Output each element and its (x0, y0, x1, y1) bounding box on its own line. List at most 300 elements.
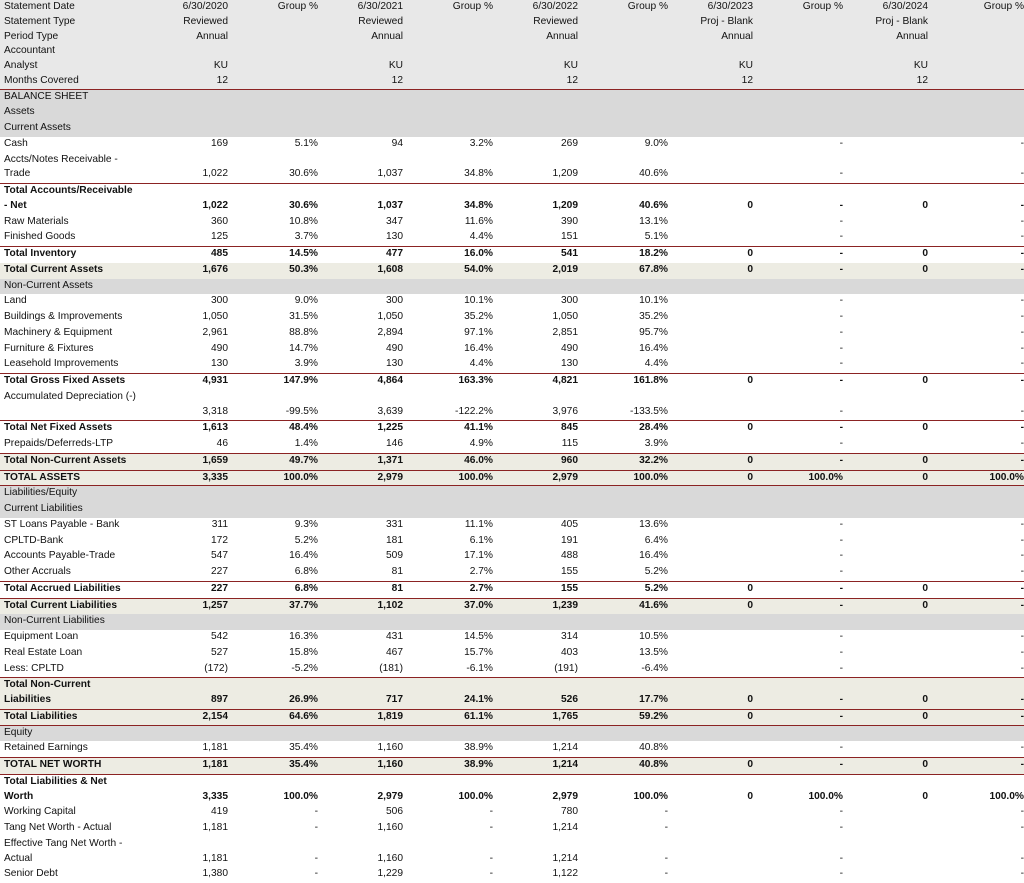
value-cell[interactable]: 2,851 (495, 326, 580, 341)
group-pct-header[interactable]: Group % (930, 0, 1024, 15)
group-pct-cell[interactable]: - (930, 184, 1024, 214)
group-pct-cell[interactable] (580, 121, 670, 136)
value-cell[interactable] (320, 121, 405, 136)
value-cell[interactable]: 845 (495, 421, 580, 436)
group-pct-header[interactable] (405, 30, 495, 45)
value-cell[interactable]: 0 (670, 374, 755, 389)
value-cell[interactable] (670, 646, 755, 661)
group-pct-cell[interactable]: - (755, 263, 845, 278)
value-cell[interactable] (845, 565, 930, 580)
value-cell[interactable] (845, 805, 930, 820)
group-pct-cell[interactable]: - (755, 805, 845, 820)
group-pct-cell[interactable]: 34.8% (405, 153, 495, 183)
group-pct-header[interactable] (230, 44, 320, 59)
group-pct-cell[interactable]: 59.2% (580, 710, 670, 725)
row-label[interactable]: TOTAL ASSETS (2, 471, 140, 486)
group-pct-cell[interactable]: 32.2% (580, 454, 670, 469)
value-cell[interactable]: 490 (495, 342, 580, 357)
value-cell[interactable] (845, 279, 930, 294)
period-header-cell[interactable]: 6/30/2020 (140, 0, 230, 15)
group-pct-cell[interactable]: 5.2% (580, 565, 670, 580)
row-label[interactable]: BALANCE SHEET (2, 90, 140, 105)
group-pct-cell[interactable]: 11.1% (405, 518, 495, 533)
group-pct-cell[interactable]: - (930, 263, 1024, 278)
group-pct-cell[interactable]: - (930, 821, 1024, 836)
value-cell[interactable]: 467 (320, 646, 405, 661)
value-cell[interactable]: 115 (495, 437, 580, 452)
value-cell[interactable]: 0 (670, 263, 755, 278)
group-pct-cell[interactable] (930, 90, 1024, 105)
value-cell[interactable]: 0 (845, 710, 930, 725)
row-label[interactable]: Current Liabilities (2, 502, 140, 517)
value-cell[interactable]: 0 (845, 184, 930, 214)
value-cell[interactable] (670, 486, 755, 501)
group-pct-cell[interactable]: 67.8% (580, 263, 670, 278)
group-pct-cell[interactable]: 9.3% (230, 518, 320, 533)
value-cell[interactable]: 3,976 (495, 390, 580, 420)
group-pct-header[interactable] (230, 59, 320, 74)
group-pct-cell[interactable]: - (930, 390, 1024, 420)
value-cell[interactable]: 172 (140, 534, 230, 549)
value-cell[interactable]: 488 (495, 549, 580, 564)
group-pct-cell[interactable] (230, 486, 320, 501)
group-pct-cell[interactable]: 1.4% (230, 437, 320, 452)
group-pct-cell[interactable]: 6.1% (405, 534, 495, 549)
group-pct-cell[interactable]: 3.2% (405, 137, 495, 152)
group-pct-cell[interactable]: - (755, 390, 845, 420)
group-pct-cell[interactable] (580, 614, 670, 629)
value-cell[interactable]: 403 (495, 646, 580, 661)
value-cell[interactable]: 130 (140, 357, 230, 372)
value-cell[interactable]: 300 (495, 294, 580, 309)
group-pct-cell[interactable] (580, 90, 670, 105)
value-cell[interactable]: 1,160 (320, 837, 405, 867)
value-cell[interactable]: 2,979 (495, 471, 580, 486)
period-header-cell[interactable]: Annual (845, 30, 930, 45)
value-cell[interactable]: 526 (495, 678, 580, 708)
value-cell[interactable] (670, 614, 755, 629)
group-pct-header[interactable] (755, 44, 845, 59)
group-pct-cell[interactable]: - (405, 821, 495, 836)
group-pct-cell[interactable] (755, 502, 845, 517)
header-label[interactable]: Analyst (2, 59, 140, 74)
group-pct-cell[interactable]: 24.1% (405, 678, 495, 708)
value-cell[interactable] (845, 837, 930, 867)
period-header-cell[interactable]: Annual (140, 30, 230, 45)
value-cell[interactable] (320, 279, 405, 294)
period-header-cell[interactable]: KU (670, 59, 755, 74)
group-pct-cell[interactable]: - (755, 582, 845, 597)
value-cell[interactable]: 331 (320, 518, 405, 533)
value-cell[interactable]: 81 (320, 565, 405, 580)
group-pct-cell[interactable]: -6.1% (405, 662, 495, 677)
value-cell[interactable] (140, 614, 230, 629)
value-cell[interactable]: 780 (495, 805, 580, 820)
value-cell[interactable] (845, 486, 930, 501)
group-pct-cell[interactable]: 26.9% (230, 678, 320, 708)
group-pct-cell[interactable]: - (405, 837, 495, 867)
value-cell[interactable] (670, 310, 755, 325)
group-pct-cell[interactable]: 161.8% (580, 374, 670, 389)
value-cell[interactable] (845, 105, 930, 120)
value-cell[interactable] (495, 105, 580, 120)
group-pct-cell[interactable]: -99.5% (230, 390, 320, 420)
group-pct-cell[interactable]: 16.4% (405, 342, 495, 357)
value-cell[interactable]: 0 (670, 421, 755, 436)
group-pct-cell[interactable]: 35.4% (230, 758, 320, 773)
value-cell[interactable]: 509 (320, 549, 405, 564)
value-cell[interactable] (670, 137, 755, 152)
group-pct-cell[interactable]: - (930, 646, 1024, 661)
value-cell[interactable]: 1,676 (140, 263, 230, 278)
value-cell[interactable] (845, 357, 930, 372)
group-pct-cell[interactable]: 2.7% (405, 565, 495, 580)
group-pct-cell[interactable]: - (755, 758, 845, 773)
group-pct-cell[interactable] (230, 105, 320, 120)
row-label[interactable]: Equity (2, 726, 140, 741)
group-pct-cell[interactable] (580, 105, 670, 120)
group-pct-cell[interactable]: 40.6% (580, 153, 670, 183)
group-pct-cell[interactable]: 15.8% (230, 646, 320, 661)
value-cell[interactable] (495, 90, 580, 105)
period-header-cell[interactable] (845, 44, 930, 59)
row-label[interactable]: Senior Debt (2, 867, 140, 882)
group-pct-cell[interactable]: 11.6% (405, 215, 495, 230)
group-pct-cell[interactable]: - (405, 805, 495, 820)
period-header-cell[interactable]: 6/30/2022 (495, 0, 580, 15)
period-header-cell[interactable]: 12 (495, 74, 580, 89)
group-pct-cell[interactable]: - (930, 230, 1024, 245)
period-header-cell[interactable]: 12 (320, 74, 405, 89)
group-pct-cell[interactable]: 37.7% (230, 599, 320, 614)
row-label[interactable]: Total Non-Current Assets (2, 454, 140, 469)
value-cell[interactable]: 300 (140, 294, 230, 309)
value-cell[interactable]: 0 (845, 421, 930, 436)
group-pct-cell[interactable]: 9.0% (230, 294, 320, 309)
group-pct-cell[interactable]: 100.0% (580, 471, 670, 486)
group-pct-header[interactable] (230, 30, 320, 45)
row-label[interactable]: Working Capital (2, 805, 140, 820)
group-pct-cell[interactable] (930, 121, 1024, 136)
group-pct-header[interactable] (930, 44, 1024, 59)
row-label[interactable]: Other Accruals (2, 565, 140, 580)
group-pct-cell[interactable]: 13.5% (580, 646, 670, 661)
value-cell[interactable]: 1,181 (140, 821, 230, 836)
group-pct-cell[interactable]: 100.0% (755, 471, 845, 486)
value-cell[interactable]: 2,979 (320, 471, 405, 486)
group-pct-cell[interactable]: - (755, 549, 845, 564)
value-cell[interactable]: 506 (320, 805, 405, 820)
group-pct-cell[interactable]: 35.2% (580, 310, 670, 325)
group-pct-cell[interactable]: - (755, 662, 845, 677)
value-cell[interactable]: 477 (320, 247, 405, 262)
group-pct-cell[interactable] (930, 502, 1024, 517)
group-pct-cell[interactable]: - (755, 534, 845, 549)
group-pct-cell[interactable]: - (755, 837, 845, 867)
value-cell[interactable]: 1,257 (140, 599, 230, 614)
group-pct-cell[interactable]: 40.6% (580, 184, 670, 214)
value-cell[interactable]: 1,214 (495, 837, 580, 867)
header-label[interactable]: Months Covered (2, 74, 140, 89)
value-cell[interactable]: 0 (845, 758, 930, 773)
group-pct-cell[interactable]: 147.9% (230, 374, 320, 389)
group-pct-header[interactable] (230, 15, 320, 30)
value-cell[interactable] (845, 741, 930, 756)
value-cell[interactable] (845, 502, 930, 517)
value-cell[interactable]: 4,931 (140, 374, 230, 389)
group-pct-cell[interactable]: - (930, 582, 1024, 597)
header-label[interactable]: Statement Date (2, 0, 140, 15)
value-cell[interactable] (670, 549, 755, 564)
value-cell[interactable]: 1,037 (320, 153, 405, 183)
group-pct-cell[interactable]: 16.0% (405, 247, 495, 262)
group-pct-cell[interactable]: - (405, 867, 495, 882)
value-cell[interactable] (845, 153, 930, 183)
group-pct-header[interactable] (405, 44, 495, 59)
group-pct-cell[interactable]: 100.0% (230, 471, 320, 486)
group-pct-cell[interactable]: - (755, 326, 845, 341)
value-cell[interactable] (495, 279, 580, 294)
group-pct-header[interactable] (405, 15, 495, 30)
period-header-cell[interactable]: Annual (320, 30, 405, 45)
value-cell[interactable]: 1,160 (320, 821, 405, 836)
value-cell[interactable]: 191 (495, 534, 580, 549)
value-cell[interactable] (845, 230, 930, 245)
group-pct-cell[interactable]: 15.7% (405, 646, 495, 661)
row-label[interactable]: Total Accounts/Receivable - Net (2, 184, 140, 214)
group-pct-cell[interactable]: - (930, 374, 1024, 389)
group-pct-cell[interactable]: 100.0% (755, 775, 845, 805)
value-cell[interactable]: 0 (670, 710, 755, 725)
group-pct-header[interactable] (580, 15, 670, 30)
group-pct-cell[interactable]: - (930, 326, 1024, 341)
value-cell[interactable]: 2,979 (320, 775, 405, 805)
group-pct-cell[interactable]: - (930, 662, 1024, 677)
group-pct-cell[interactable]: 14.7% (230, 342, 320, 357)
value-cell[interactable]: 1,181 (140, 758, 230, 773)
value-cell[interactable] (495, 614, 580, 629)
group-pct-cell[interactable]: - (930, 215, 1024, 230)
value-cell[interactable] (670, 821, 755, 836)
value-cell[interactable]: 4,821 (495, 374, 580, 389)
group-pct-cell[interactable]: - (930, 342, 1024, 357)
row-label[interactable]: Total Current Liabilities (2, 599, 140, 614)
group-pct-cell[interactable]: 5.1% (230, 137, 320, 152)
value-cell[interactable] (670, 437, 755, 452)
group-pct-cell[interactable] (405, 121, 495, 136)
row-label[interactable]: Accounts Payable-Trade (2, 549, 140, 564)
value-cell[interactable] (670, 565, 755, 580)
value-cell[interactable]: 1,181 (140, 741, 230, 756)
row-label[interactable]: Accts/Notes Receivable - Trade (2, 153, 140, 183)
group-pct-header[interactable] (930, 74, 1024, 89)
group-pct-cell[interactable] (580, 279, 670, 294)
group-pct-cell[interactable] (230, 121, 320, 136)
value-cell[interactable] (140, 279, 230, 294)
value-cell[interactable] (670, 357, 755, 372)
group-pct-cell[interactable]: - (755, 137, 845, 152)
group-pct-header[interactable] (755, 15, 845, 30)
value-cell[interactable]: 2,979 (495, 775, 580, 805)
value-cell[interactable] (140, 121, 230, 136)
value-cell[interactable] (670, 294, 755, 309)
value-cell[interactable]: 181 (320, 534, 405, 549)
value-cell[interactable]: 1,209 (495, 153, 580, 183)
row-label[interactable]: Cash (2, 137, 140, 152)
value-cell[interactable] (320, 105, 405, 120)
value-cell[interactable] (845, 390, 930, 420)
period-header-cell[interactable]: 6/30/2023 (670, 0, 755, 15)
value-cell[interactable]: 960 (495, 454, 580, 469)
group-pct-cell[interactable]: 4.4% (405, 230, 495, 245)
group-pct-cell[interactable] (755, 105, 845, 120)
group-pct-cell[interactable]: 40.8% (580, 758, 670, 773)
row-label[interactable]: Machinery & Equipment (2, 326, 140, 341)
group-pct-cell[interactable]: - (755, 741, 845, 756)
value-cell[interactable]: 0 (845, 471, 930, 486)
value-cell[interactable]: 300 (320, 294, 405, 309)
value-cell[interactable]: 1,050 (495, 310, 580, 325)
value-cell[interactable] (845, 437, 930, 452)
group-pct-cell[interactable]: 3.9% (230, 357, 320, 372)
value-cell[interactable] (845, 614, 930, 629)
value-cell[interactable]: 0 (670, 454, 755, 469)
group-pct-cell[interactable]: - (755, 599, 845, 614)
group-pct-cell[interactable] (930, 726, 1024, 741)
row-label[interactable]: Non-Current Liabilities (2, 614, 140, 629)
row-label[interactable]: Tang Net Worth - Actual (2, 821, 140, 836)
value-cell[interactable] (845, 310, 930, 325)
value-cell[interactable]: 1,371 (320, 454, 405, 469)
header-label[interactable]: Accountant (2, 44, 140, 59)
value-cell[interactable] (670, 630, 755, 645)
value-cell[interactable]: 419 (140, 805, 230, 820)
value-cell[interactable]: 1,160 (320, 758, 405, 773)
group-pct-cell[interactable]: - (580, 821, 670, 836)
group-pct-cell[interactable]: -133.5% (580, 390, 670, 420)
group-pct-cell[interactable]: - (930, 805, 1024, 820)
group-pct-cell[interactable]: 100.0% (405, 775, 495, 805)
group-pct-cell[interactable] (755, 90, 845, 105)
group-pct-cell[interactable]: - (930, 518, 1024, 533)
value-cell[interactable] (670, 534, 755, 549)
value-cell[interactable]: 227 (140, 582, 230, 597)
value-cell[interactable]: 0 (670, 184, 755, 214)
value-cell[interactable] (670, 805, 755, 820)
value-cell[interactable] (320, 614, 405, 629)
value-cell[interactable]: (191) (495, 662, 580, 677)
value-cell[interactable]: 1,037 (320, 184, 405, 214)
group-pct-cell[interactable]: 46.0% (405, 454, 495, 469)
value-cell[interactable] (670, 867, 755, 882)
value-cell[interactable]: 1,225 (320, 421, 405, 436)
group-pct-cell[interactable]: 41.1% (405, 421, 495, 436)
value-cell[interactable]: 1,613 (140, 421, 230, 436)
value-cell[interactable] (670, 230, 755, 245)
group-pct-header[interactable] (580, 74, 670, 89)
row-label[interactable]: Total Liabilities & Net Worth (2, 775, 140, 805)
group-pct-header[interactable] (405, 59, 495, 74)
value-cell[interactable]: 1,122 (495, 867, 580, 882)
group-pct-cell[interactable]: - (930, 534, 1024, 549)
group-pct-header[interactable] (230, 74, 320, 89)
value-cell[interactable]: 431 (320, 630, 405, 645)
value-cell[interactable]: 527 (140, 646, 230, 661)
group-pct-cell[interactable] (580, 502, 670, 517)
value-cell[interactable]: 4,864 (320, 374, 405, 389)
group-pct-cell[interactable]: - (230, 867, 320, 882)
value-cell[interactable] (845, 326, 930, 341)
period-header-cell[interactable]: Reviewed (320, 15, 405, 30)
period-header-cell[interactable]: Annual (670, 30, 755, 45)
value-cell[interactable]: 94 (320, 137, 405, 152)
row-label[interactable]: Furniture & Fixtures (2, 342, 140, 357)
group-pct-cell[interactable]: - (755, 678, 845, 708)
group-pct-cell[interactable]: 54.0% (405, 263, 495, 278)
group-pct-cell[interactable]: 14.5% (230, 247, 320, 262)
group-pct-cell[interactable]: 50.3% (230, 263, 320, 278)
period-header-cell[interactable]: KU (140, 59, 230, 74)
group-pct-cell[interactable]: 5.2% (580, 582, 670, 597)
value-cell[interactable]: 130 (320, 357, 405, 372)
group-pct-cell[interactable]: -122.2% (405, 390, 495, 420)
period-header-cell[interactable]: KU (320, 59, 405, 74)
row-label[interactable]: Current Assets (2, 121, 140, 136)
row-label[interactable]: Total Net Fixed Assets (2, 421, 140, 436)
row-label[interactable]: Liabilities/Equity (2, 486, 140, 501)
value-cell[interactable] (140, 486, 230, 501)
row-label[interactable]: Total Gross Fixed Assets (2, 374, 140, 389)
value-cell[interactable]: 490 (320, 342, 405, 357)
group-pct-cell[interactable]: - (755, 310, 845, 325)
value-cell[interactable] (495, 121, 580, 136)
group-pct-cell[interactable]: 4.4% (580, 357, 670, 372)
row-label[interactable]: Total Current Assets (2, 263, 140, 278)
group-pct-cell[interactable]: 4.4% (405, 357, 495, 372)
group-pct-cell[interactable]: - (930, 294, 1024, 309)
group-pct-cell[interactable]: 3.9% (580, 437, 670, 452)
value-cell[interactable]: 1,214 (495, 741, 580, 756)
group-pct-cell[interactable]: 41.6% (580, 599, 670, 614)
value-cell[interactable] (670, 502, 755, 517)
group-pct-cell[interactable]: 49.7% (230, 454, 320, 469)
value-cell[interactable] (320, 502, 405, 517)
group-pct-cell[interactable]: - (755, 821, 845, 836)
value-cell[interactable]: 1,050 (140, 310, 230, 325)
value-cell[interactable]: 0 (670, 471, 755, 486)
group-pct-cell[interactable]: - (930, 741, 1024, 756)
period-header-cell[interactable]: Reviewed (495, 15, 580, 30)
group-pct-cell[interactable] (230, 279, 320, 294)
value-cell[interactable] (845, 294, 930, 309)
row-label[interactable]: CPLTD-Bank (2, 534, 140, 549)
group-pct-cell[interactable]: 10.8% (230, 215, 320, 230)
group-pct-header[interactable] (580, 59, 670, 74)
group-pct-cell[interactable] (580, 726, 670, 741)
value-cell[interactable]: 547 (140, 549, 230, 564)
group-pct-cell[interactable]: - (755, 565, 845, 580)
group-pct-cell[interactable]: - (755, 294, 845, 309)
value-cell[interactable] (670, 326, 755, 341)
value-cell[interactable]: 81 (320, 582, 405, 597)
group-pct-cell[interactable]: - (580, 867, 670, 882)
group-pct-cell[interactable]: 48.4% (230, 421, 320, 436)
group-pct-header[interactable] (405, 74, 495, 89)
group-pct-cell[interactable]: - (755, 646, 845, 661)
group-pct-cell[interactable]: 37.0% (405, 599, 495, 614)
row-label[interactable]: Finished Goods (2, 230, 140, 245)
period-header-cell[interactable]: Proj - Blank (670, 15, 755, 30)
